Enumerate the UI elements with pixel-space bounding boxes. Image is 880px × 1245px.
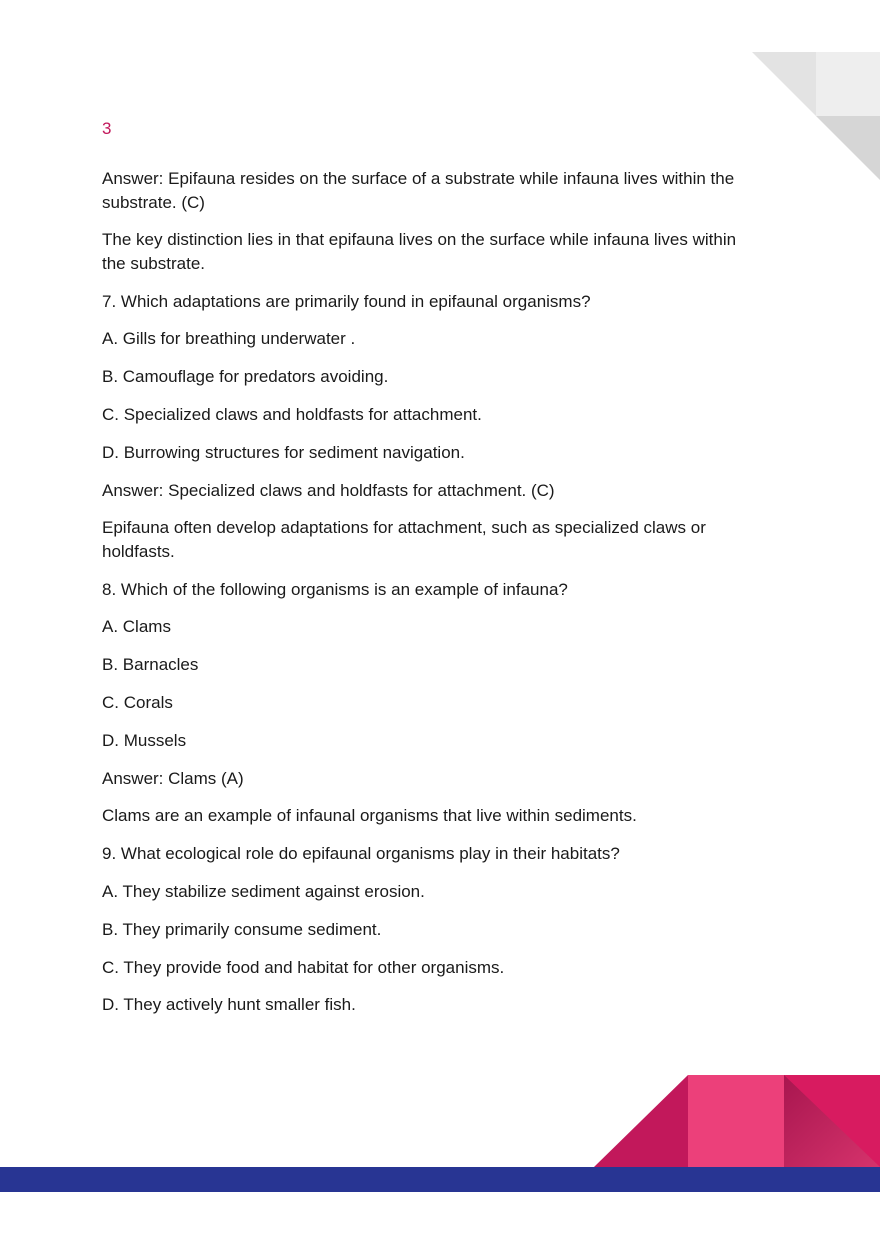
question-7-option-c: C. Specialized claws and holdfasts for attachment. <box>102 404 482 424</box>
answer-7: Answer: Specialized claws and holdfasts for attachment. (C) <box>102 480 555 500</box>
question-8-option-c: C. Corals <box>102 693 173 713</box>
question-7: 7. Which adaptations are primarily found in epifaunal organisms? <box>102 291 591 311</box>
question-8-option-a: A. Clams <box>102 617 171 637</box>
answer-6: Answer: Epifauna resides on the surface of a substrate while infauna lives within the substrate. (C) <box>102 169 735 212</box>
corner-decoration-top <box>752 52 880 180</box>
question-8: 8. Which of the following organisms is an example of infauna? <box>102 579 568 599</box>
question-9: 9. What ecological role do epifaunal organisms play in their habitats? <box>102 844 620 864</box>
question-8-option-d: D. Mussels <box>102 730 187 750</box>
answer-8: Answer: Clams (A) <box>102 768 244 788</box>
explanation-8: Clams are an example of infaunal organisms that live within sediments. <box>102 806 637 826</box>
question-7-option-d: D. Burrowing structures for sediment navigation. <box>102 442 465 462</box>
explanation-6: The key distinction lies in that epifauna lives on the surface while infauna lives within the substrate. <box>102 230 737 273</box>
question-9-option-d: D. They actively hunt smaller fish. <box>102 995 356 1015</box>
document-body <box>102 167 762 1031</box>
corner-decoration-bottom <box>594 1075 880 1167</box>
footer-bar <box>0 1167 880 1192</box>
explanation-7: Epifauna often develop adaptations for attachment, such as specialized claws or holdfasts. <box>102 518 706 561</box>
question-9-option-a: A. They stabilize sediment against erosion. <box>102 882 425 902</box>
page-number: 3 <box>102 119 112 138</box>
question-9-option-b: B. They primarily consume sediment. <box>102 919 382 939</box>
question-9-option-c: C. They provide food and habitat for other organisms. <box>102 957 505 977</box>
question-7-option-a: A. Gills for breathing underwater . <box>102 329 356 349</box>
question-8-option-b: B. Barnacles <box>102 655 199 675</box>
question-7-option-b: B. Camouflage for predators avoiding. <box>102 367 389 387</box>
